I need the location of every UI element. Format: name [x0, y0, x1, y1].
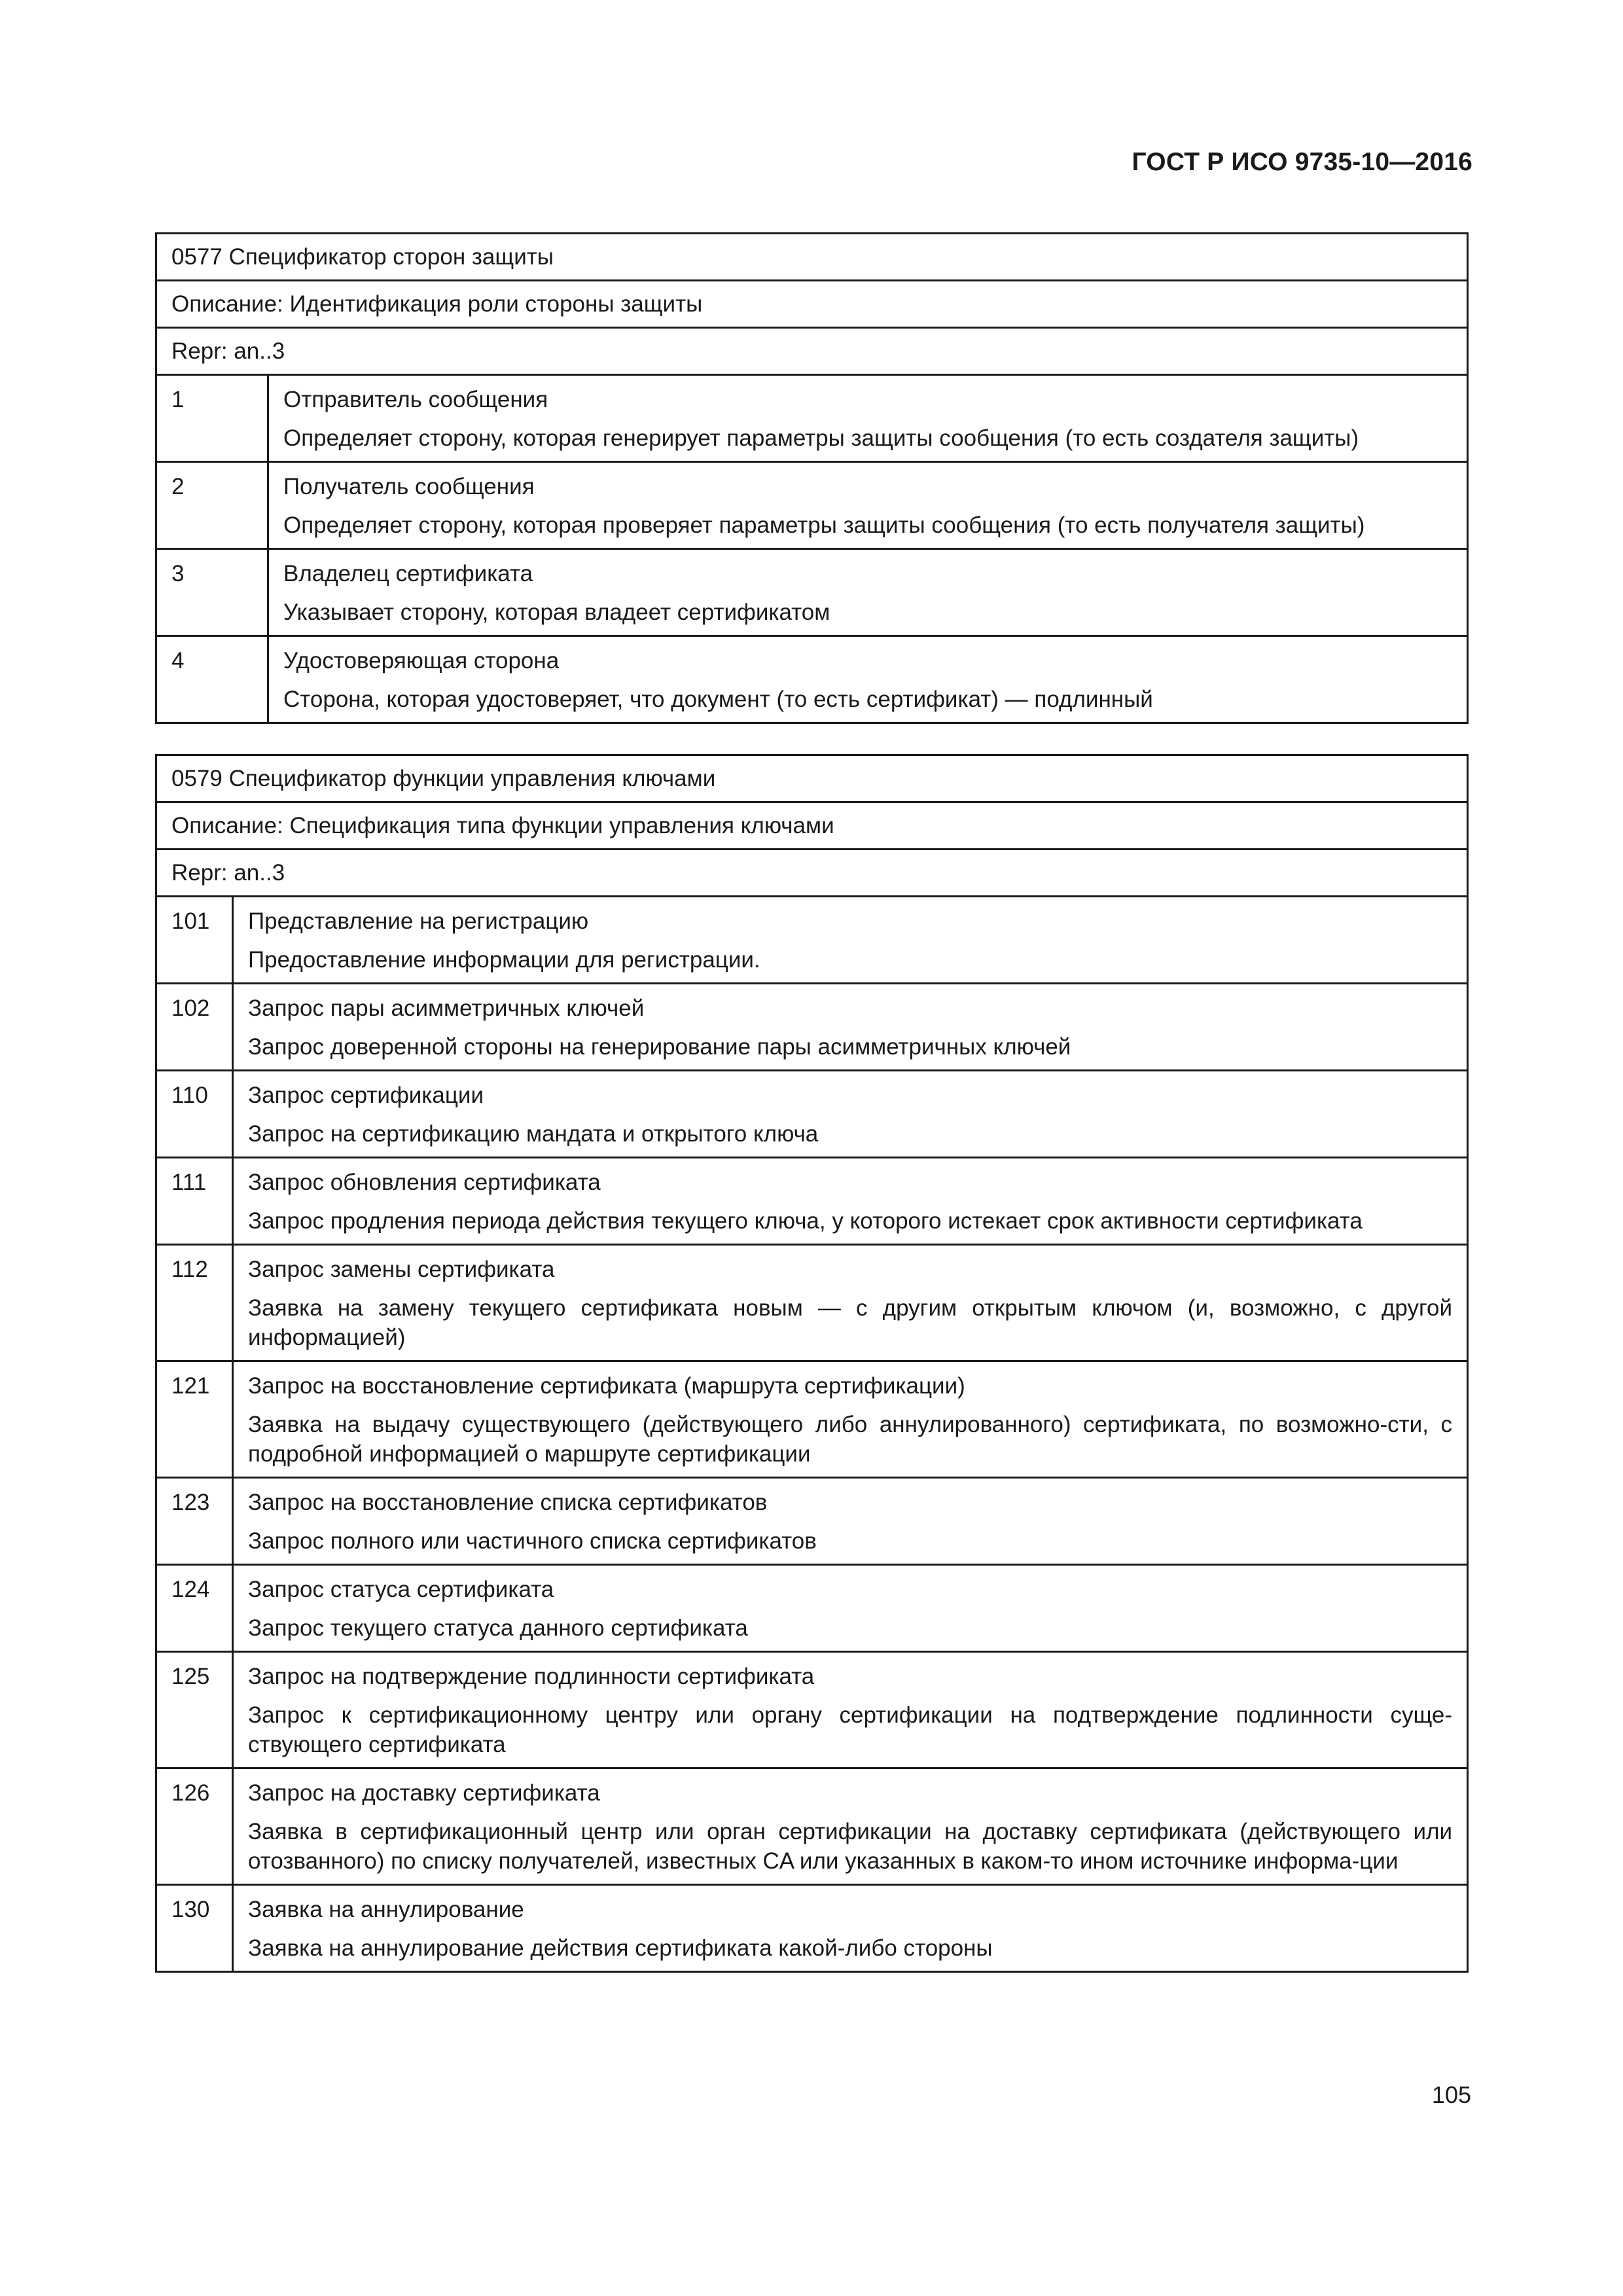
row-term: Отправитель сообщения — [283, 387, 548, 412]
row-term: Запрос пары асимметричных ключей — [248, 996, 645, 1021]
row-code: 125 — [156, 1652, 233, 1768]
table-row — [156, 1361, 1468, 1478]
row-content — [268, 549, 1468, 636]
row-term: Запрос на доставку сертификата — [248, 1780, 600, 1806]
spec-table-0579 — [155, 754, 1469, 1973]
table-row — [156, 1565, 1468, 1652]
row-content — [233, 1885, 1468, 1972]
table-row — [156, 462, 1468, 549]
row-code: 2 — [156, 462, 268, 549]
row-definition: Запрос продления периода действия текущего ключа, у которого истекает срок активности сертификата — [248, 1208, 1363, 1234]
row-definition: Определяет сторону, которая генерирует параметры защиты сообщения (то есть создателя защиты) — [283, 425, 1359, 451]
row-content — [233, 984, 1468, 1071]
row-content — [233, 1565, 1468, 1652]
table-description: Описание: Идентификация роли стороны защиты — [156, 281, 1468, 328]
row-term: Владелец сертификата — [283, 561, 533, 586]
row-content — [233, 1245, 1468, 1361]
row-code: 124 — [156, 1565, 233, 1652]
row-code: 4 — [156, 636, 268, 723]
table-row — [156, 1652, 1468, 1768]
row-definition: Запрос к сертификационному центру или органу сертификации на подтверждение подлинности суще-ствующего сертификата — [248, 1702, 1452, 1757]
row-content — [268, 375, 1468, 462]
row-definition: Сторона, которая удостоверяет, что документ (то есть сертификат) — подлинный — [283, 687, 1153, 712]
row-code: 1 — [156, 375, 268, 462]
table-row — [156, 636, 1468, 723]
table-row — [156, 984, 1468, 1071]
row-term: Запрос на восстановление списка сертификатов — [248, 1490, 768, 1515]
row-definition: Определяет сторону, которая проверяет параметры защиты сообщения (то есть получателя защиты) — [283, 512, 1365, 538]
row-term: Запрос на подтверждение подлинности сертификата — [248, 1664, 815, 1689]
table-row — [156, 1478, 1468, 1565]
row-code: 110 — [156, 1071, 233, 1158]
table-title: 0579 Спецификатор функции управления ключами — [156, 755, 1468, 802]
row-term: Запрос статуса сертификата — [248, 1577, 554, 1602]
row-content — [233, 1652, 1468, 1768]
document-code: ГОСТ Р ИСО 9735-10—2016 — [1132, 148, 1472, 176]
table-title: 0577 Спецификатор сторон защиты — [156, 234, 1468, 281]
table-row — [156, 1071, 1468, 1158]
row-content — [233, 1768, 1468, 1885]
row-definition: Запрос на сертификацию мандата и открытого ключа — [248, 1121, 819, 1147]
row-definition: Заявка на выдачу существующего (действующего либо аннулированного) сертификата, по возможно-сти, с подробной информацией о маршруте сертификации — [248, 1412, 1452, 1467]
row-code: 112 — [156, 1245, 233, 1361]
table-row — [156, 1768, 1468, 1885]
table-repr: Repr: an..3 — [156, 328, 1468, 375]
row-code: 101 — [156, 897, 233, 984]
row-content — [233, 1158, 1468, 1245]
table-row — [156, 549, 1468, 636]
row-code: 111 — [156, 1158, 233, 1245]
row-content — [233, 1071, 1468, 1158]
spec-table-0577 — [155, 232, 1469, 724]
row-term: Запрос обновления сертификата — [248, 1170, 601, 1195]
row-content — [233, 1478, 1468, 1565]
row-term: Запрос сертификации — [248, 1083, 484, 1108]
row-definition: Запрос доверенной стороны на генерирование пары асимметричных ключей — [248, 1034, 1071, 1060]
row-term: Заявка на аннулирование — [248, 1897, 524, 1922]
row-code: 121 — [156, 1361, 233, 1478]
table-row — [156, 1885, 1468, 1972]
row-definition: Указывает сторону, которая владеет сертификатом — [283, 600, 830, 625]
row-content — [268, 462, 1468, 549]
row-code: 3 — [156, 549, 268, 636]
row-definition: Заявка на замену текущего сертификата новым — с другим открытым ключом (и, возможно, с другой информацией) — [248, 1295, 1452, 1350]
row-code: 126 — [156, 1768, 233, 1885]
row-definition: Запрос полного или частичного списка сертификатов — [248, 1528, 817, 1554]
row-term: Запрос на восстановление сертификата (маршрута сертификации) — [248, 1373, 965, 1399]
page-number: 105 — [1431, 2081, 1471, 2108]
row-content — [233, 1361, 1468, 1478]
table-row — [156, 1158, 1468, 1245]
row-term: Получатель сообщения — [283, 474, 535, 499]
row-code: 123 — [156, 1478, 233, 1565]
table-repr: Repr: an..3 — [156, 850, 1468, 897]
table-row — [156, 375, 1468, 462]
row-content — [233, 897, 1468, 984]
row-content — [268, 636, 1468, 723]
row-definition: Заявка на аннулирование действия сертификата какой-либо стороны — [248, 1935, 993, 1961]
row-definition: Заявка в сертификационный центр или орган сертификации на доставку сертификата (действующего или отозванного) по списку получателей, известных CA или указанных в каком-то ином источнике информа-ции — [248, 1819, 1452, 1874]
row-term: Запрос замены сертификата — [248, 1257, 555, 1282]
table-row — [156, 1245, 1468, 1361]
row-code: 130 — [156, 1885, 233, 1972]
row-definition: Запрос текущего статуса данного сертификата — [248, 1615, 748, 1641]
row-code: 102 — [156, 984, 233, 1071]
row-term: Представление на регистрацию — [248, 908, 589, 934]
row-definition: Предоставление информации для регистрации. — [248, 947, 760, 973]
table-description: Описание: Спецификация типа функции управления ключами — [156, 802, 1468, 850]
table-row — [156, 897, 1468, 984]
row-term: Удостоверяющая сторона — [283, 648, 560, 673]
